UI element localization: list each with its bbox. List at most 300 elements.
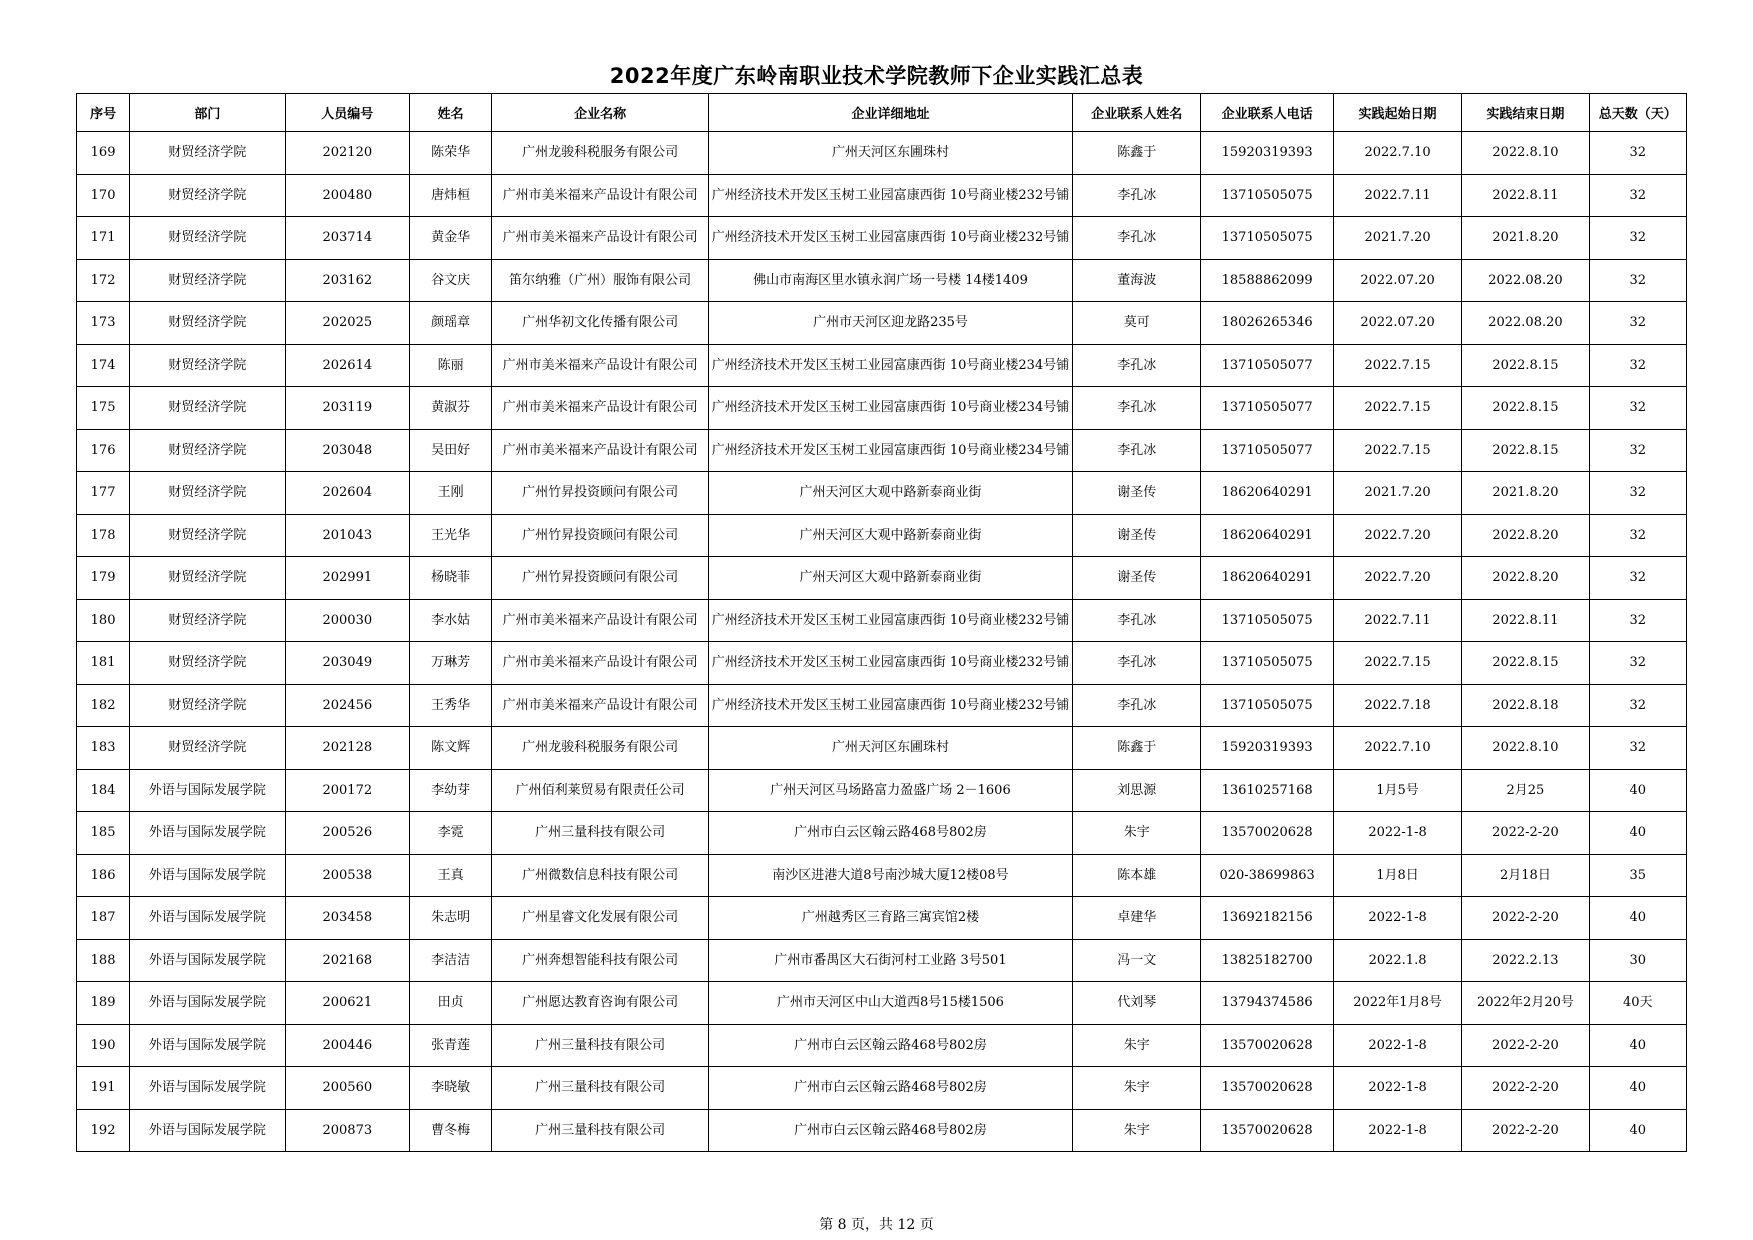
- cell-total-days: 35: [1589, 854, 1686, 897]
- column-header-total-days: 总天数（天）: [1589, 94, 1686, 132]
- cell-company-address: 广州市番禺区大石街河村工业路 3号501: [708, 939, 1072, 982]
- cell-company-name: 广州星睿文化发展有限公司: [492, 897, 709, 940]
- cell-company-name: 广州市美米福来产品设计有限公司: [492, 217, 709, 260]
- cell-staff-id: 201043: [285, 514, 409, 557]
- cell-contact-phone: 13570020628: [1201, 1109, 1333, 1152]
- cell-company-address: 广州天河区东圃珠村: [708, 727, 1072, 770]
- cell-name: 王刚: [410, 472, 492, 515]
- cell-start-date: 2022.7.15: [1333, 642, 1461, 685]
- cell-name: 王秀华: [410, 684, 492, 727]
- cell-name: 李幼芽: [410, 769, 492, 812]
- cell-company-address: 广州市白云区翰云路468号802房: [708, 1024, 1072, 1067]
- cell-name: 李晓敏: [410, 1067, 492, 1110]
- cell-company-name: 广州愿达教育咨询有限公司: [492, 982, 709, 1025]
- cell-staff-id: 203714: [285, 217, 409, 260]
- cell-contact-phone: 18620640291: [1201, 472, 1333, 515]
- table-row: [77, 472, 1687, 515]
- cell-contact-name: 陈鑫于: [1073, 727, 1201, 770]
- cell-company-address: 广州经济技术开发区玉树工业园富康西街 10号商业楼232号铺: [708, 174, 1072, 217]
- cell-contact-name: 代刘琴: [1073, 982, 1201, 1025]
- cell-seq: 187: [77, 897, 130, 940]
- table-row: [77, 897, 1687, 940]
- cell-end-date: 2022-2-20: [1462, 1067, 1589, 1110]
- column-header-contact-name: 企业联系人姓名: [1073, 94, 1201, 132]
- cell-end-date: 2022.8.15: [1462, 387, 1589, 430]
- cell-start-date: 2022.7.10: [1333, 132, 1461, 175]
- cell-contact-phone: 13710505075: [1201, 174, 1333, 217]
- table-header-row: [77, 94, 1687, 132]
- table-row: [77, 217, 1687, 260]
- cell-seq: 180: [77, 599, 130, 642]
- cell-contact-phone: 13570020628: [1201, 812, 1333, 855]
- cell-contact-phone: 13710505077: [1201, 429, 1333, 472]
- cell-end-date: 2022.8.11: [1462, 174, 1589, 217]
- table-row: [77, 1024, 1687, 1067]
- cell-contact-name: 朱宇: [1073, 1024, 1201, 1067]
- cell-staff-id: 203458: [285, 897, 409, 940]
- cell-contact-name: 李孔冰: [1073, 217, 1201, 260]
- cell-company-address: 广州市白云区翰云路468号802房: [708, 1067, 1072, 1110]
- cell-department: 财贸经济学院: [130, 217, 285, 260]
- cell-seq: 189: [77, 982, 130, 1025]
- cell-start-date: 2022.7.20: [1333, 557, 1461, 600]
- cell-name: 谷文庆: [410, 259, 492, 302]
- cell-contact-name: 李孔冰: [1073, 599, 1201, 642]
- cell-company-address: 广州经济技术开发区玉树工业园富康西街 10号商业楼234号铺: [708, 429, 1072, 472]
- cell-staff-id: 203119: [285, 387, 409, 430]
- cell-start-date: 2022.7.15: [1333, 429, 1461, 472]
- cell-seq: 190: [77, 1024, 130, 1067]
- cell-staff-id: 202128: [285, 727, 409, 770]
- cell-seq: 169: [77, 132, 130, 175]
- cell-name: 杨晓菲: [410, 557, 492, 600]
- cell-end-date: 2022.08.20: [1462, 259, 1589, 302]
- cell-end-date: 2022年2月20号: [1462, 982, 1589, 1025]
- cell-contact-phone: 13710505075: [1201, 217, 1333, 260]
- cell-company-address: 广州经济技术开发区玉树工业园富康西街 10号商业楼232号铺: [708, 599, 1072, 642]
- cell-company-name: 广州龙骏科税服务有限公司: [492, 727, 709, 770]
- table-row: [77, 514, 1687, 557]
- cell-total-days: 40: [1589, 897, 1686, 940]
- cell-company-address: 广州经济技术开发区玉树工业园富康西街 10号商业楼232号铺: [708, 684, 1072, 727]
- cell-start-date: 2022年1月8号: [1333, 982, 1461, 1025]
- cell-contact-name: 谢圣传: [1073, 557, 1201, 600]
- cell-total-days: 32: [1589, 174, 1686, 217]
- cell-company-address: 广州天河区大观中路新泰商业街: [708, 514, 1072, 557]
- table-row: [77, 344, 1687, 387]
- column-header-company-address: 企业详细地址: [708, 94, 1072, 132]
- cell-contact-name: 李孔冰: [1073, 429, 1201, 472]
- cell-total-days: 30: [1589, 939, 1686, 982]
- table-row: [77, 557, 1687, 600]
- cell-name: 曹冬梅: [410, 1109, 492, 1152]
- column-header-company-name: 企业名称: [492, 94, 709, 132]
- cell-company-address: 佛山市南海区里水镇永润广场一号楼 14楼1409: [708, 259, 1072, 302]
- cell-end-date: 2022.08.20: [1462, 302, 1589, 345]
- cell-seq: 177: [77, 472, 130, 515]
- table-row: [77, 812, 1687, 855]
- cell-contact-name: 李孔冰: [1073, 684, 1201, 727]
- cell-total-days: 32: [1589, 642, 1686, 685]
- cell-company-address: 广州经济技术开发区玉树工业园富康西街 10号商业楼232号铺: [708, 642, 1072, 685]
- column-header-contact-phone: 企业联系人电话: [1201, 94, 1333, 132]
- table-row: [77, 854, 1687, 897]
- cell-total-days: 40: [1589, 1024, 1686, 1067]
- cell-company-name: 广州市美米福来产品设计有限公司: [492, 174, 709, 217]
- cell-company-name: 广州三量科技有限公司: [492, 812, 709, 855]
- cell-company-address: 广州天河区东圃珠村: [708, 132, 1072, 175]
- cell-contact-name: 刘思源: [1073, 769, 1201, 812]
- cell-end-date: 2022.8.11: [1462, 599, 1589, 642]
- cell-start-date: 2021.7.20: [1333, 217, 1461, 260]
- cell-name: 陈丽: [410, 344, 492, 387]
- cell-contact-phone: 13710505077: [1201, 387, 1333, 430]
- cell-department: 财贸经济学院: [130, 599, 285, 642]
- cell-department: 财贸经济学院: [130, 302, 285, 345]
- cell-department: 财贸经济学院: [130, 429, 285, 472]
- cell-company-address: 广州市白云区翰云路468号802房: [708, 812, 1072, 855]
- cell-start-date: 2022.1.8: [1333, 939, 1461, 982]
- cell-company-address: 广州市天河区中山大道西8号15楼1506: [708, 982, 1072, 1025]
- cell-contact-name: 董海波: [1073, 259, 1201, 302]
- cell-company-address: 广州经济技术开发区玉树工业园富康西街 10号商业楼232号铺: [708, 217, 1072, 260]
- cell-company-name: 广州竹昇投资顾问有限公司: [492, 557, 709, 600]
- cell-company-address: 广州经济技术开发区玉树工业园富康西街 10号商业楼234号铺: [708, 344, 1072, 387]
- table-row: [77, 302, 1687, 345]
- cell-start-date: 2022-1-8: [1333, 812, 1461, 855]
- cell-start-date: 2022.7.15: [1333, 344, 1461, 387]
- cell-total-days: 32: [1589, 387, 1686, 430]
- cell-contact-phone: 15920319393: [1201, 727, 1333, 770]
- cell-total-days: 40: [1589, 1109, 1686, 1152]
- cell-contact-phone: 13610257168: [1201, 769, 1333, 812]
- table-row: [77, 769, 1687, 812]
- cell-staff-id: 202991: [285, 557, 409, 600]
- cell-name: 唐炜桓: [410, 174, 492, 217]
- cell-name: 李水姑: [410, 599, 492, 642]
- cell-company-name: 广州三量科技有限公司: [492, 1024, 709, 1067]
- cell-staff-id: 200621: [285, 982, 409, 1025]
- cell-contact-phone: 13710505075: [1201, 599, 1333, 642]
- cell-company-name: 广州市美米福来产品设计有限公司: [492, 684, 709, 727]
- cell-end-date: 2022-2-20: [1462, 812, 1589, 855]
- cell-name: 王光华: [410, 514, 492, 557]
- cell-end-date: 2021.8.20: [1462, 217, 1589, 260]
- cell-seq: 192: [77, 1109, 130, 1152]
- column-header-name: 姓名: [410, 94, 492, 132]
- table-row: [77, 642, 1687, 685]
- cell-company-address: 广州天河区马场路富力盈盛广场 2－1606: [708, 769, 1072, 812]
- cell-end-date: 2月18日: [1462, 854, 1589, 897]
- cell-start-date: 2022-1-8: [1333, 1067, 1461, 1110]
- cell-total-days: 32: [1589, 727, 1686, 770]
- cell-start-date: 2022-1-8: [1333, 1109, 1461, 1152]
- cell-contact-name: 李孔冰: [1073, 174, 1201, 217]
- cell-contact-phone: 020-38699863: [1201, 854, 1333, 897]
- column-header-start-date: 实践起始日期: [1333, 94, 1461, 132]
- cell-contact-name: 卓建华: [1073, 897, 1201, 940]
- cell-end-date: 2022.8.10: [1462, 727, 1589, 770]
- cell-company-address: 广州越秀区三育路三寓宾馆2楼: [708, 897, 1072, 940]
- cell-name: 张青莲: [410, 1024, 492, 1067]
- cell-contact-phone: 13570020628: [1201, 1067, 1333, 1110]
- cell-total-days: 32: [1589, 684, 1686, 727]
- cell-contact-phone: 13710505075: [1201, 642, 1333, 685]
- cell-seq: 171: [77, 217, 130, 260]
- cell-department: 财贸经济学院: [130, 557, 285, 600]
- cell-total-days: 40: [1589, 812, 1686, 855]
- cell-department: 外语与国际发展学院: [130, 854, 285, 897]
- cell-start-date: 2022.07.20: [1333, 302, 1461, 345]
- cell-company-address: 广州经济技术开发区玉树工业园富康西街 10号商业楼234号铺: [708, 387, 1072, 430]
- cell-company-name: 笛尔纳雅（广州）服饰有限公司: [492, 259, 709, 302]
- cell-department: 外语与国际发展学院: [130, 1024, 285, 1067]
- cell-contact-phone: 15920319393: [1201, 132, 1333, 175]
- cell-name: 朱志明: [410, 897, 492, 940]
- cell-contact-name: 冯一文: [1073, 939, 1201, 982]
- cell-department: 外语与国际发展学院: [130, 1067, 285, 1110]
- cell-seq: 175: [77, 387, 130, 430]
- cell-company-name: 广州竹昇投资顾问有限公司: [492, 514, 709, 557]
- cell-start-date: 2022-1-8: [1333, 897, 1461, 940]
- cell-start-date: 1月8日: [1333, 854, 1461, 897]
- cell-contact-phone: 18620640291: [1201, 514, 1333, 557]
- cell-department: 财贸经济学院: [130, 684, 285, 727]
- cell-end-date: 2022.8.10: [1462, 132, 1589, 175]
- cell-name: 王真: [410, 854, 492, 897]
- cell-seq: 184: [77, 769, 130, 812]
- cell-name: 万琳芳: [410, 642, 492, 685]
- cell-department: 财贸经济学院: [130, 387, 285, 430]
- cell-seq: 172: [77, 259, 130, 302]
- cell-company-address: 广州市白云区翰云路468号802房: [708, 1109, 1072, 1152]
- cell-seq: 173: [77, 302, 130, 345]
- cell-staff-id: 200873: [285, 1109, 409, 1152]
- cell-seq: 186: [77, 854, 130, 897]
- cell-end-date: 2022.8.20: [1462, 557, 1589, 600]
- cell-company-address: 广州天河区大观中路新泰商业街: [708, 472, 1072, 515]
- column-header-seq: 序号: [77, 94, 130, 132]
- cell-contact-phone: 13570020628: [1201, 1024, 1333, 1067]
- cell-staff-id: 200560: [285, 1067, 409, 1110]
- cell-seq: 170: [77, 174, 130, 217]
- cell-staff-id: 202604: [285, 472, 409, 515]
- page-footer: 第 8 页，共 12 页: [819, 1217, 934, 1233]
- cell-total-days: 32: [1589, 429, 1686, 472]
- table-row: [77, 1109, 1687, 1152]
- cell-company-name: 广州市美米福来产品设计有限公司: [492, 599, 709, 642]
- cell-contact-name: 莫可: [1073, 302, 1201, 345]
- cell-name: 吴田好: [410, 429, 492, 472]
- cell-company-name: 广州市美米福来产品设计有限公司: [492, 387, 709, 430]
- cell-department: 财贸经济学院: [130, 344, 285, 387]
- cell-contact-phone: 18620640291: [1201, 557, 1333, 600]
- cell-end-date: 2021.8.20: [1462, 472, 1589, 515]
- cell-contact-phone: 13825182700: [1201, 939, 1333, 982]
- cell-department: 财贸经济学院: [130, 727, 285, 770]
- cell-staff-id: 203162: [285, 259, 409, 302]
- cell-contact-name: 谢圣传: [1073, 472, 1201, 515]
- cell-department: 外语与国际发展学院: [130, 897, 285, 940]
- cell-end-date: 2月25: [1462, 769, 1589, 812]
- cell-contact-phone: 18026265346: [1201, 302, 1333, 345]
- cell-start-date: 2022.7.10: [1333, 727, 1461, 770]
- cell-department: 财贸经济学院: [130, 472, 285, 515]
- cell-staff-id: 200030: [285, 599, 409, 642]
- cell-staff-id: 200526: [285, 812, 409, 855]
- cell-total-days: 40天: [1589, 982, 1686, 1025]
- cell-contact-phone: 13794374586: [1201, 982, 1333, 1025]
- cell-total-days: 32: [1589, 514, 1686, 557]
- cell-contact-name: 陈鑫于: [1073, 132, 1201, 175]
- cell-name: 颜瑶章: [410, 302, 492, 345]
- cell-company-name: 广州奔想智能科技有限公司: [492, 939, 709, 982]
- table-row: [77, 174, 1687, 217]
- cell-department: 财贸经济学院: [130, 132, 285, 175]
- cell-end-date: 2022.8.15: [1462, 344, 1589, 387]
- cell-seq: 182: [77, 684, 130, 727]
- table-row: [77, 684, 1687, 727]
- cell-start-date: 2022.7.11: [1333, 599, 1461, 642]
- cell-company-address: 广州市天河区迎龙路235号: [708, 302, 1072, 345]
- cell-name: 田贞: [410, 982, 492, 1025]
- cell-contact-name: 陈本雄: [1073, 854, 1201, 897]
- cell-staff-id: 202168: [285, 939, 409, 982]
- cell-seq: 181: [77, 642, 130, 685]
- cell-total-days: 32: [1589, 344, 1686, 387]
- cell-company-name: 广州华初文化传播有限公司: [492, 302, 709, 345]
- cell-department: 外语与国际发展学院: [130, 939, 285, 982]
- cell-contact-name: 谢圣传: [1073, 514, 1201, 557]
- cell-start-date: 1月5号: [1333, 769, 1461, 812]
- cell-total-days: 32: [1589, 599, 1686, 642]
- cell-start-date: 2021.7.20: [1333, 472, 1461, 515]
- cell-contact-name: 李孔冰: [1073, 642, 1201, 685]
- cell-company-name: 广州市美米福来产品设计有限公司: [492, 344, 709, 387]
- cell-end-date: 2022.8.15: [1462, 429, 1589, 472]
- cell-department: 财贸经济学院: [130, 259, 285, 302]
- cell-start-date: 2022.7.11: [1333, 174, 1461, 217]
- cell-seq: 185: [77, 812, 130, 855]
- cell-department: 财贸经济学院: [130, 174, 285, 217]
- table-body: [77, 132, 1687, 1152]
- table-row: [77, 939, 1687, 982]
- cell-staff-id: 200172: [285, 769, 409, 812]
- cell-seq: 179: [77, 557, 130, 600]
- cell-staff-id: 202025: [285, 302, 409, 345]
- cell-company-name: 广州市美米福来产品设计有限公司: [492, 429, 709, 472]
- cell-end-date: 2022.8.18: [1462, 684, 1589, 727]
- cell-seq: 176: [77, 429, 130, 472]
- cell-name: 黄淑芬: [410, 387, 492, 430]
- cell-total-days: 40: [1589, 1067, 1686, 1110]
- cell-end-date: 2022-2-20: [1462, 897, 1589, 940]
- cell-start-date: 2022-1-8: [1333, 1024, 1461, 1067]
- cell-contact-name: 李孔冰: [1073, 387, 1201, 430]
- cell-name: 黄金华: [410, 217, 492, 260]
- cell-end-date: 2022.8.20: [1462, 514, 1589, 557]
- cell-name: 陈荣华: [410, 132, 492, 175]
- cell-company-name: 广州市美米福来产品设计有限公司: [492, 642, 709, 685]
- cell-staff-id: 200538: [285, 854, 409, 897]
- cell-staff-id: 200446: [285, 1024, 409, 1067]
- table-row: [77, 1067, 1687, 1110]
- cell-total-days: 32: [1589, 302, 1686, 345]
- cell-seq: 188: [77, 939, 130, 982]
- cell-start-date: 2022.7.18: [1333, 684, 1461, 727]
- cell-staff-id: 202120: [285, 132, 409, 175]
- cell-company-address: 广州天河区大观中路新泰商业街: [708, 557, 1072, 600]
- cell-total-days: 32: [1589, 557, 1686, 600]
- cell-seq: 183: [77, 727, 130, 770]
- table-row: [77, 982, 1687, 1025]
- cell-seq: 178: [77, 514, 130, 557]
- cell-start-date: 2022.07.20: [1333, 259, 1461, 302]
- cell-staff-id: 200480: [285, 174, 409, 217]
- cell-start-date: 2022.7.15: [1333, 387, 1461, 430]
- cell-department: 财贸经济学院: [130, 642, 285, 685]
- cell-name: 李洁洁: [410, 939, 492, 982]
- cell-staff-id: 203048: [285, 429, 409, 472]
- cell-staff-id: 202614: [285, 344, 409, 387]
- cell-start-date: 2022.7.20: [1333, 514, 1461, 557]
- cell-seq: 191: [77, 1067, 130, 1110]
- cell-name: 李霓: [410, 812, 492, 855]
- cell-company-name: 广州龙骏科税服务有限公司: [492, 132, 709, 175]
- cell-staff-id: 203049: [285, 642, 409, 685]
- cell-total-days: 32: [1589, 259, 1686, 302]
- cell-company-name: 广州佰利莱贸易有限责任公司: [492, 769, 709, 812]
- table-row: [77, 387, 1687, 430]
- cell-end-date: 2022.8.15: [1462, 642, 1589, 685]
- table-row: [77, 429, 1687, 472]
- cell-total-days: 40: [1589, 769, 1686, 812]
- cell-contact-name: 朱宇: [1073, 1067, 1201, 1110]
- summary-table: [76, 93, 1687, 1152]
- cell-department: 外语与国际发展学院: [130, 769, 285, 812]
- cell-contact-phone: 13692182156: [1201, 897, 1333, 940]
- cell-department: 财贸经济学院: [130, 514, 285, 557]
- cell-end-date: 2022-2-20: [1462, 1109, 1589, 1152]
- cell-total-days: 32: [1589, 132, 1686, 175]
- column-header-staff-id: 人员编号: [285, 94, 409, 132]
- cell-contact-phone: 13710505075: [1201, 684, 1333, 727]
- cell-company-name: 广州三量科技有限公司: [492, 1109, 709, 1152]
- cell-department: 外语与国际发展学院: [130, 1109, 285, 1152]
- cell-company-name: 广州微数信息科技有限公司: [492, 854, 709, 897]
- cell-contact-name: 李孔冰: [1073, 344, 1201, 387]
- cell-company-address: 南沙区进港大道8号南沙城大厦12楼08号: [708, 854, 1072, 897]
- cell-department: 外语与国际发展学院: [130, 812, 285, 855]
- table-row: [77, 599, 1687, 642]
- cell-company-name: 广州竹昇投资顾问有限公司: [492, 472, 709, 515]
- table-row: [77, 727, 1687, 770]
- cell-contact-phone: 13710505077: [1201, 344, 1333, 387]
- cell-contact-phone: 18588862099: [1201, 259, 1333, 302]
- page-title: 2022年度广东岭南职业技术学院教师下企业实践汇总表: [609, 64, 1144, 88]
- cell-end-date: 2022-2-20: [1462, 1024, 1589, 1067]
- cell-contact-name: 朱宇: [1073, 1109, 1201, 1152]
- column-header-end-date: 实践结束日期: [1462, 94, 1589, 132]
- table-row: [77, 259, 1687, 302]
- cell-seq: 174: [77, 344, 130, 387]
- cell-total-days: 32: [1589, 472, 1686, 515]
- cell-staff-id: 202456: [285, 684, 409, 727]
- cell-department: 外语与国际发展学院: [130, 982, 285, 1025]
- cell-end-date: 2022.2.13: [1462, 939, 1589, 982]
- cell-name: 陈文辉: [410, 727, 492, 770]
- cell-total-days: 32: [1589, 217, 1686, 260]
